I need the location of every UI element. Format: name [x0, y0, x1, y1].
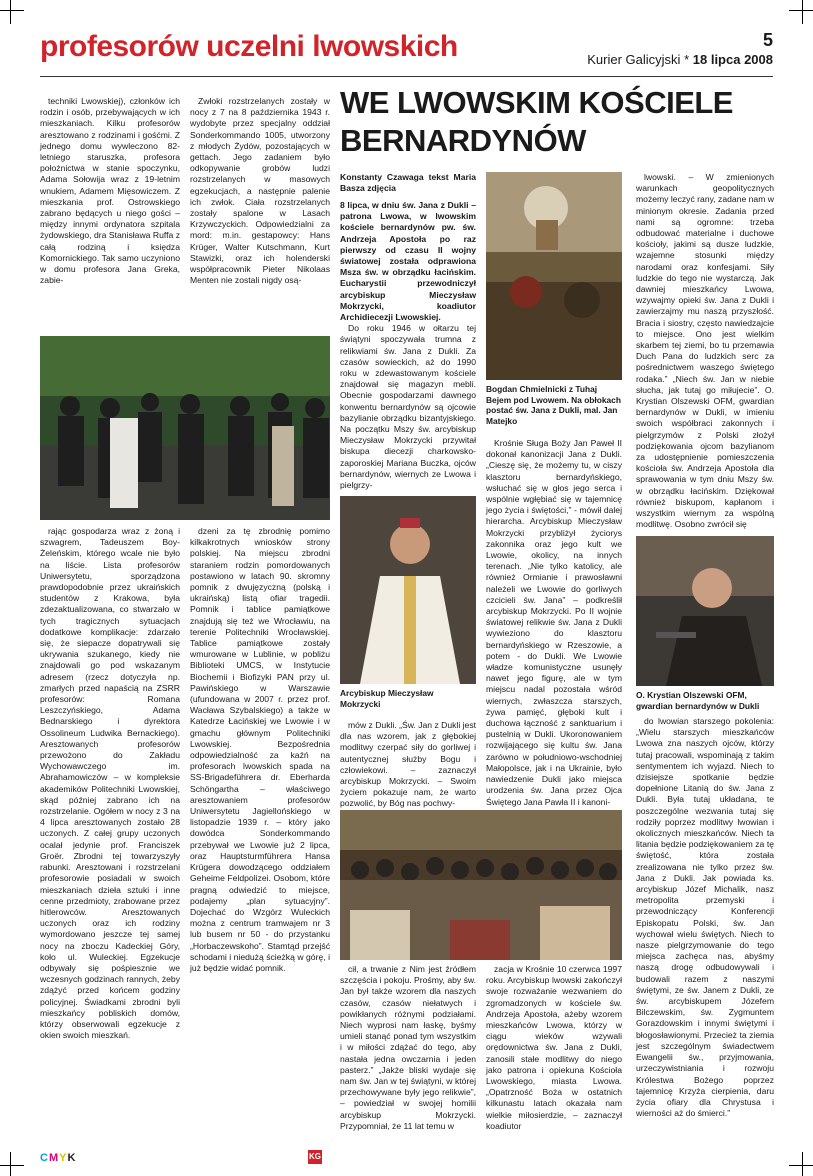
paragraph: zacja w Krośnie 10 czerwca 1997 roku. Arcybiskup lwowski zakończył swoje rozważanie wezwaniem do zgromadzonych w kościele św. Andrzeja Apostoła, ażeby wzorem mieszkańców Lwowa, którzy w ciągu wieków wzywali orędownictwa św. Jana z Dukli, zanosili stałe modlitwy do niego jako patrona i opiekuna Kościoła Lwowskiego, miasta Lwowa. „Opatrzność Boża w ostatnich kilkunastu latach okazała nam wielkie miłosierdzie, – zaznaczył koadiutor — [486, 964, 622, 1131]
cmyk-y: Y — [59, 1152, 68, 1164]
cmyk-m: M — [48, 1152, 60, 1164]
paragraph: rając gospodarza wraz z żoną i szwagrem, Tadeuszem Boy-Żeleńskim, którego wcale nie było na liście. Lista profesorów Uniwersytetu, sporządzona prawdopodobnie przez ukraińskich studentów z Krakowa, była zdezaktualizowana, co stwarzało w tych tragicznych sytuacjach dodatkowe komplikacje: zdarzało się, że siepacze dopatrywali się ukrywania szukanego, kiedy nie znajdowali go pod wskazanym adresem (rzecz dotyczyła np. zmarłych przed napaścią na ZSRR profesorów: Romana Leszczyńskiego, Adama Bednarskiego i dyrektora Ossolineum Ludwika Bernackiego). Aresztowanych profesorów przewożono do Zakładu Wychowawczego im. Abrahamowiczów – w kompleksie akademików Politechniki Lwowskiej, skąd później zabrano ich na rozstrzelanie. Ogółem w nocy z 3 na 4 lipca aresztowanych zostało 28 uczonych. Z całej grupy uczonych ocalał jedynie prof. Franciszek Groër. Zbrodni tej towarzyszyły rabunki. Aresztowani i rozstrzelani profesorowie posiadali w swoich mieszkaniach dzieła sztuki i inne cenne przedmioty, zrabowane przez hitlerowców. Aresztowanych uczonych oraz ich rodziny wymordowano jeszcze tej samej nocy na zboczu Kadeckiej Góry, koło ul. Wuleckiej. Egzekucje odbywały się pośpiesznie we wczesnych godzinach rannych, żeby zdążyć przed końcem godziny policyjnej. Świadkami zbrodni byli mieszkańcy pobliskich domów, którzy obserwowali egzekucje z okien swoich mieszkań. — [40, 526, 180, 1041]
paragraph: mów z Dukli. „Św. Jan z Dukli jest dla nas wzorem, jak z głębokiej modlitwy czerpać siły do gorliwej i autentycznej służby Bogu i człowiekowi. – zaznaczył arcybiskup Mokrzycki. – Swoim życiem pokazuje nam, że warto pozwolić, by Bóg nas pochwy- — [340, 720, 476, 809]
crop-mark — [10, 1152, 11, 1176]
paragraph: dzeni za tę zbrodnię pomimo kilkakrotnych wniosków strony polskiej. Na miejscu zbrodni staraniem rodzin pomordowanych postawiono w latach 90. skromny pomnik z dwujęzyczną (polską i ukraińską) listą ofiar tragedii. Pomnik i tablice pamiątkowe znajdują się też we Wrocławiu, na terenie Politechniki Wrocławskiej. Tablice pamiątkowe zostały wmurowane w Lublinie, w pobliżu Biblioteki UMCS, w Instytucie Biochemii i Biofizyki PAN przy ul. Pawińskiego w Warszawie (ufundowana w 2007 r. przez prof. Wacława Szybalskiego) a także w Katedrze Łacińskiej we Lwowie i w gmachu głównym Politechniki Lwowskiej. Bezpośrednia odpowiedzialność za kaźń na profesorach lwowskich spada na SS-Brigadeführera dr. Eberharda Schöngartha – właściwego aresztowaniem profesorów Uniwersytetu Jagiellońskiego w listopadzie 1939 r. – który jako dowódca Sonderkommando przebywał we Lwowie już 2 lipca, oraz Hauptsturmführera Hansa Krügera dowodzącego oddziałem Geheime Feldpolizei. Osobom, które pragną odwiedzić to miejsce, podajemy „plan sytuacyjny”. Dojechać do Wzgórz Wuleckich można z centrum tramwajem nr 3 lub busem nr 50 - do przystanku „Horbaczewskoho”. Stamtąd przejść schodami i niedużą ścieżką w górę, i już będzie widać pomnik. — [190, 526, 330, 973]
paragraph: Krośnie Sługa Boży Jan Paweł II dokonał kanonizacji Jana z Dukli. „Cieszę się, że możemy tu, w ciszy klasztoru bernardyńskiego, wsłuchać się w głos jego serca i wspólnie wgłębiać się w tajemnicę jego życia i świętości,” - mówił dalej hierarcha. Arcybiskup Mieczysław Mokrzycki przybliżył życiorys zakonnika oraz jego kult we Lwowie, okolicy, na innych terenach. „Nie tylko katolicy, ale również Ormianie i prawosławni należeli we Lwowie do gorliwych czcicieli św. Jana” – podkreślił arcybiskup Mokrzycki. Po II wojnie światowej relikwie św. Jana z Dukli wywieziono do klasztoru bernardyńskiego w Rzeszowie, a potem - do Dukli. We Lwowie władze komunistyczne usunęły nawet jego figurę, ale w tym miejscu nadal pozostała wśród wiernych, zwłaszcza starszych, żywa pamięć, głęboki kult i duchowa łączność z sanktuarium i pustelnią w Dukli. Ukoronowaniem rozwijającego się kultu św. Jana zarówno w południowo-wschodniej Małopolsce, jak i na Ukrainie, było nawiedzenie Dukli jako miejsca urodzenia św. Jana przez Ojca Świętego Jana Pawła II i kanoni- — [486, 438, 622, 807]
header-rule — [40, 76, 773, 77]
crop-mark — [789, 10, 813, 11]
byline: Konstanty Czawaga tekst Maria Basza zdjęcia — [340, 172, 476, 193]
crop-mark — [802, 0, 803, 24]
crop-mark — [0, 10, 24, 11]
friar-caption: O. Krystian Olszewski OFM, gwardian bernardynów w Dukli — [636, 690, 760, 711]
left-col1-bottom — [40, 526, 180, 1130]
paragraph: do lwowian starszego pokolenia: „Wielu starszych mieszkańców Lwowa zna naszych ojców, którzy tutaj pracowali, wspominają z takim sentymentem ich wyjazd. Niech to dzisiejsze spotkanie będzie dopełnione Litanią do św. Jana z Dukli. Była tutaj układana, te poszczególne wezwania tutaj się rodziły poprzez modlitwy lwowian i okolicznych mieszkańców. Niech ta litania będzie podziękowaniem za tę świętość, która została zrealizowana nie tylko przez św. Jana z Dukli. Jak powiada ks. arcybiskup Józef Michalik, nasz metropolita przemyski i przewodniczący Konferencji Episkopatu Polski, św. Jan wychował wielu świętych. Niech to nasze pielgrzymowanie do tego miejsca zachęca nas, abyśmy naszą drogę odbudowywali i budowali razem z naszymi świętymi, ze św. Janem z Dukli, ze św. arcybiskupem Józefem Bilczewskim, św. Zygmuntem Gorazdowskim i innymi świętymi i błogosławionymi. Przecież ta ziemia jest szczególnym świadectwem Ewangelii św., przyjmowania, urzeczywistniania i rozwoju Królestwa Bożego poprzez tajemnicę Krzyża cierpienia, daru życia ofiary dla Chrystusa i wierności aż do śmierci.” — [636, 716, 774, 1119]
right-col-a-bottom — [340, 720, 476, 809]
right-col-a — [340, 172, 476, 492]
kurier-logo: KG — [308, 1150, 322, 1164]
congregation-photo — [340, 810, 622, 960]
paragraph: lwowski. – W zmienionych warunkach geopolitycznych możemy leczyć rany, zadane nam w minionym okresie. Zadania przed nami są ogromne: trzeba odbudować materialne i duchowe kościoły, jakimi są dusze ludzkie, wzajemne stosunki między narodami oraz konfesjami. Siły ludzkie do tego nie wystarczą. Jak dawniej mieszkańcy Lwowa, wzywajmy opieki św. Jana z Dukli i zawierzajmy mu naszą przyszłość. Bracia i siostry, często nawiedzajcie to miejsce. Ono jest wielkim skarbem tej ziemi, bo tu przemawia Duch Pana do ludzkich serc za pośrednictwem waszego świętego rodaka.” „Niech św. Jan w niebie słucha, jak tutaj go miłujecie”. O. Krystian Olszewski OFM, gwardian bernardynów w Dukli, w imieniu swoich współbraci zakonnych i pielgrzymów z Polski złożył podziękowania ojcom bazylianom za udostępnienie pomieszczenia kościoła św. Andrzeja Apostoła dla sprawowania w tym dniu Mszy św. w obrządku łacińskim. Dziękował również biskupom, kapłanom i wszystkim wiernym za wspólną modlitwę. Osobno zwrócił się — [636, 172, 774, 530]
issue-date: 18 lipca 2008 — [692, 52, 773, 67]
right-col-c-top — [636, 172, 774, 532]
friar-photo — [636, 536, 774, 686]
cmyk-c: C — [40, 1152, 49, 1164]
cmyk-mark — [40, 1152, 76, 1164]
section-title: profesorów uczelni lwowskich — [40, 30, 458, 63]
archbishop-caption: Arcybiskup Mieczysław Mokrzycki — [340, 688, 434, 709]
article-headline: WE LWOWSKIM KOŚCIELE BERNARDYNÓW — [340, 85, 733, 158]
paragraph: Zwłoki rozstrzelanych zostały w nocy z 7 na 8 października 1943 r. wydobyte przez specjalny oddział Sonderkommando 1005, utworzony z młodych Żydów, pozostających w gettach. Jego zadaniem było odkopywanie grobów ludzi rozstrzelanych w masowych egzekucjach, a następnie palenie ich zwłok. Ciała rozstrzelanych zostały spalone w Lasach Krzywczyckich. Odpowiedzialni za mord: m.in. gestapowcy: Hans Krüger, Walter Kutschmann, Kurt Stawizki, oraz ich holenderski współpracownik Pieter Nikolaas Menten nie zostali nigdy osą- — [190, 96, 330, 286]
paragraph: cił, a trwanie z Nim jest źródłem szczęścia i pokoju. Prośmy, aby św. Jan był także wzorem dla naszych czasów, czasów niełatwych i powikłanych różnymi podziałami. Niech wyprosi nam łaskę, byśmy umieli stanąć ponad tym wszystkim i w miłości zdążać do tego, aby nastała jedna owczarnia i jeden pasterz.” „Jakże bliski wydaje się nam św. Jan w tej świątyni, w której przechowywane były jego relikwie”, – powiedział w swojej homilii arcybiskup Mokrzycki. Przypomniał, że 11 lat temu w — [340, 964, 476, 1131]
masthead-separator: * — [684, 52, 690, 67]
cmyk-k: K — [67, 1152, 77, 1164]
right-col-b — [486, 438, 622, 807]
left-col1-top — [40, 96, 180, 332]
memorial-photo — [40, 336, 330, 520]
right-col-a-end — [340, 964, 476, 1164]
paragraph: Do roku 1946 w ołtarzu tej świątyni spoczywała trumna z relikwiami św. Jana z Dukli. Za czasów sowieckich, aż do 1990 roku w zdewastowanym kościele znajdował się magazyn mebli. Obecnie gospodarzami dawnego konwentu bernardynów są ojcowie bazylianie obrządku bizantyjskiego. Na początku Mszy św. arcybiskup Mieczysław Mokrzycki przywitał biskupa diecezji charkowsko-zaporoskiej Mariana Buczka, ojców bernardynów, wiernych ze Lwowa i pielgrzy- — [340, 323, 476, 491]
publication-name: Kurier Galicyjski — [587, 52, 681, 67]
page-number: 5 — [762, 30, 773, 50]
crop-mark — [10, 0, 11, 24]
right-col-c-bottom — [636, 716, 774, 1128]
right-col-b-end — [486, 964, 622, 1164]
masthead — [587, 52, 773, 67]
left-col2-top — [190, 96, 330, 332]
painting-caption: Bogdan Chmielnicki z Tuhaj Bejem pod Lwowem. Na obłokach postać św. Jana z Dukli, mal. Jan Matejko — [486, 384, 621, 426]
left-col2-bottom — [190, 526, 330, 1130]
crop-mark — [789, 1165, 813, 1166]
archbishop-photo — [340, 496, 476, 684]
painting-photo — [486, 172, 622, 380]
lead-paragraph: 8 lipca, w dniu św. Jana z Dukli – patrona Lwowa, w lwowskim kościele bernardynów pw. św. Andrzeja Apostoła po raz pierwszy od czasu II wojny światowej została odprawiona Msza św. w obrządku łacińskim. Eucharystii przewodniczył arcybiskup Mieczysław Mokrzycki, koadiutor Archidiecezji Lwowskiej. — [340, 200, 476, 323]
crop-mark — [0, 1165, 24, 1166]
crop-mark — [802, 1152, 803, 1176]
paragraph: techniki Lwowskiej), członków ich rodzin i osób, przebywających w ich mieszkaniach. Kilku profesorów aresztowano z rodzinami i gośćmi. Z jednego domu wywleczono 82-letniego staruszka, profesora położnictwa w stanie spoczynku, Adama Sołowija wraz z 19-letnim wnukiem, Adamem Mięsowiczem. Z mieszkania prof. Ostrowskiego zabrano będących u niego gości – między innymi ordynatora szpitala żydowskiego, dra Stanisława Ruffa z całą rodziną i księdza Komornickiego. Tak samo uczyniono w domu profesora Jana Greka, zabie- — [40, 96, 180, 286]
